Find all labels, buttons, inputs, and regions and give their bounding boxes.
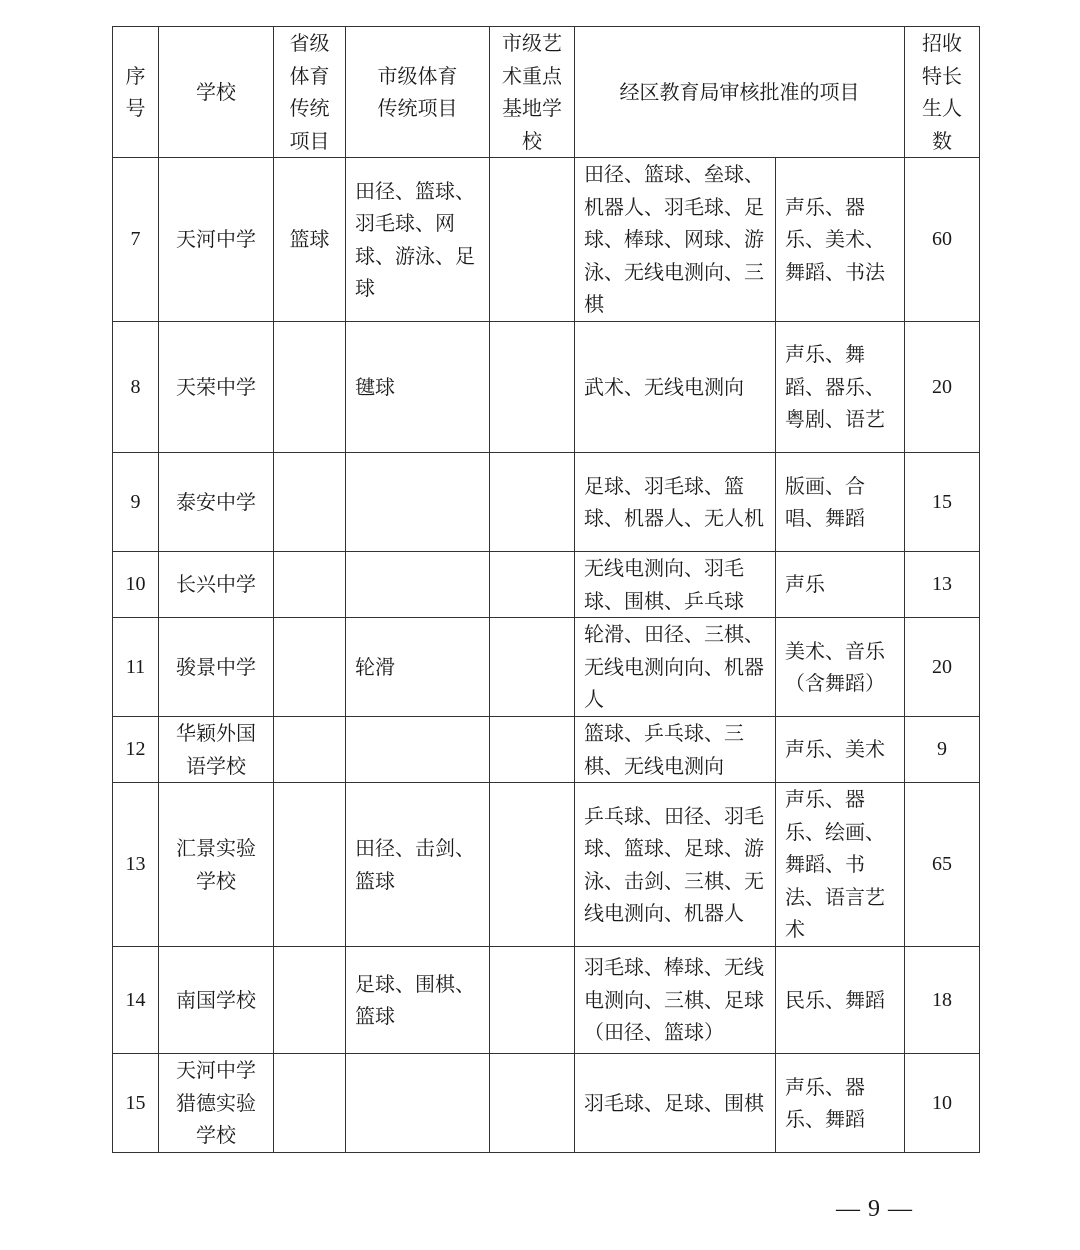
approved-arts: 声乐、器乐、舞蹈 <box>776 1054 905 1153</box>
city-sports <box>346 453 490 552</box>
row-no: 9 <box>113 453 159 552</box>
school-name: 骏景中学 <box>159 618 274 717</box>
city-sports <box>346 552 490 618</box>
city-arts <box>490 552 575 618</box>
header-approved: 经区教育局审核批准的项目 <box>575 27 905 158</box>
city-arts <box>490 947 575 1054</box>
city-arts <box>490 453 575 552</box>
table-row <box>113 783 980 947</box>
school-name: 南国学校 <box>159 947 274 1054</box>
schools-table <box>112 26 980 1153</box>
approved-arts: 声乐、器乐、绘画、舞蹈、书法、语言艺术 <box>776 783 905 947</box>
city-sports: 田径、击剑、篮球 <box>346 783 490 947</box>
city-arts <box>490 322 575 453</box>
quota: 20 <box>905 322 980 453</box>
quota: 20 <box>905 618 980 717</box>
provincial-sports <box>274 1054 346 1153</box>
approved-arts: 美术、音乐（含舞蹈） <box>776 618 905 717</box>
city-sports <box>346 717 490 783</box>
provincial-sports <box>274 717 346 783</box>
city-arts <box>490 618 575 717</box>
school-name: 汇景实验学校 <box>159 783 274 947</box>
approved-arts: 版画、合唱、舞蹈 <box>776 453 905 552</box>
table-row <box>113 158 980 322</box>
row-no: 14 <box>113 947 159 1054</box>
approved-sports: 乒乓球、田径、羽毛球、篮球、足球、游泳、击剑、三棋、无线电测向、机器人 <box>575 783 776 947</box>
approved-arts: 民乐、舞蹈 <box>776 947 905 1054</box>
approved-arts: 声乐、舞蹈、器乐、粤剧、语艺 <box>776 322 905 453</box>
approved-sports: 武术、无线电测向 <box>575 322 776 453</box>
header-no: 序号 <box>113 27 159 158</box>
city-sports: 毽球 <box>346 322 490 453</box>
table-row <box>113 322 980 453</box>
row-no: 11 <box>113 618 159 717</box>
school-name: 天荣中学 <box>159 322 274 453</box>
approved-arts: 声乐 <box>776 552 905 618</box>
approved-sports: 羽毛球、足球、围棋 <box>575 1054 776 1153</box>
city-arts <box>490 1054 575 1153</box>
quota: 13 <box>905 552 980 618</box>
school-name: 长兴中学 <box>159 552 274 618</box>
table-row <box>113 947 980 1054</box>
header-quota: 招收特长生人数 <box>905 27 980 158</box>
approved-sports: 无线电测向、羽毛球、围棋、乒乓球 <box>575 552 776 618</box>
city-arts <box>490 158 575 322</box>
approved-sports: 羽毛球、棒球、无线电测向、三棋、足球（田径、篮球） <box>575 947 776 1054</box>
city-arts <box>490 717 575 783</box>
provincial-sports <box>274 453 346 552</box>
quota: 65 <box>905 783 980 947</box>
school-name: 天河中学猎德实验学校 <box>159 1054 274 1153</box>
provincial-sports <box>274 552 346 618</box>
quota: 60 <box>905 158 980 322</box>
approved-sports: 田径、篮球、垒球、机器人、羽毛球、足球、棒球、网球、游泳、无线电测向、三棋 <box>575 158 776 322</box>
approved-arts: 声乐、美术 <box>776 717 905 783</box>
header-row <box>113 27 980 158</box>
school-name: 泰安中学 <box>159 453 274 552</box>
city-sports: 田径、篮球、羽毛球、网球、游泳、足球 <box>346 158 490 322</box>
provincial-sports <box>274 783 346 947</box>
page-number: — 9 — <box>836 1196 913 1222</box>
row-no: 15 <box>113 1054 159 1153</box>
header-city-arts: 市级艺术重点基地学校 <box>490 27 575 158</box>
approved-sports: 足球、羽毛球、篮球、机器人、无人机 <box>575 453 776 552</box>
table-row <box>113 618 980 717</box>
city-sports <box>346 1054 490 1153</box>
quota: 10 <box>905 1054 980 1153</box>
quota: 15 <box>905 453 980 552</box>
approved-sports: 篮球、乒乓球、三棋、无线电测向 <box>575 717 776 783</box>
row-no: 10 <box>113 552 159 618</box>
school-name: 天河中学 <box>159 158 274 322</box>
table-row <box>113 717 980 783</box>
row-no: 8 <box>113 322 159 453</box>
table-row <box>113 1054 980 1153</box>
quota: 18 <box>905 947 980 1054</box>
header-city-sports: 市级体育传统项目 <box>346 27 490 158</box>
provincial-sports <box>274 322 346 453</box>
city-sports: 足球、围棋、篮球 <box>346 947 490 1054</box>
header-school: 学校 <box>159 27 274 158</box>
table-row <box>113 453 980 552</box>
approved-arts: 声乐、器乐、美术、舞蹈、书法 <box>776 158 905 322</box>
provincial-sports: 篮球 <box>274 158 346 322</box>
row-no: 12 <box>113 717 159 783</box>
quota: 9 <box>905 717 980 783</box>
provincial-sports <box>274 947 346 1054</box>
school-name: 华颖外国语学校 <box>159 717 274 783</box>
table-row <box>113 552 980 618</box>
provincial-sports <box>274 618 346 717</box>
header-provincial: 省级体育传统项目 <box>274 27 346 158</box>
city-arts <box>490 783 575 947</box>
row-no: 13 <box>113 783 159 947</box>
row-no: 7 <box>113 158 159 322</box>
city-sports: 轮滑 <box>346 618 490 717</box>
approved-sports: 轮滑、田径、三棋、无线电测向向、机器人 <box>575 618 776 717</box>
